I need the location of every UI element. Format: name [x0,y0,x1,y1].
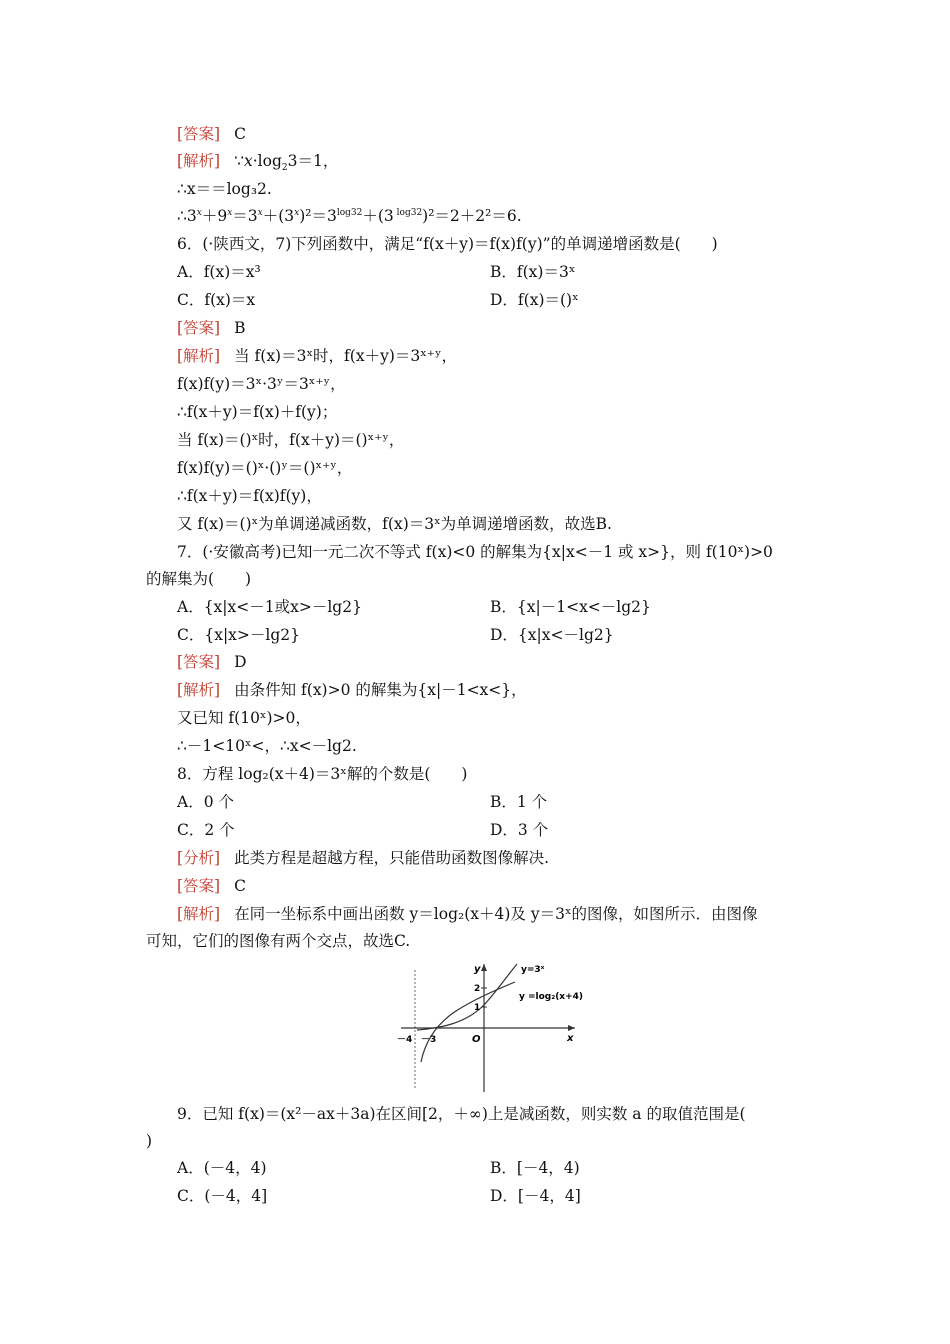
q8-option-c: C．2 个 [177,821,235,839]
function-graph [395,958,585,1094]
answer-value: B [234,319,246,337]
q9-option-c: C．(－4，4] [177,1187,268,1205]
s5-answer-line [177,124,246,144]
answer-tag: [答案] [177,653,221,671]
q7-explain-3: ∴－1<10ˣ<，∴x<－lg2. [177,737,357,755]
q7-explain-2: 又已知 f(10ˣ)>0， [177,709,311,727]
text: 由条件知 f(x)>0 的解集为{x|－1<x<}， [234,681,527,699]
s5-analysis-line [177,151,339,174]
q7-option-a: A．{x|x<－1或x>－lg2} [177,598,362,616]
q7-stem-2: 的解集为( ) [146,570,252,588]
analysis-tag: [解析] [177,347,221,365]
answer-value: C [234,125,246,143]
q6-option-c: C．f(x)＝x [177,291,256,309]
q7-stem-1: 7．(·安徽高考)已知一元二次不等式 f(x)<0 的解集为{x|x<－1 或 x>}，则 f(10ˣ)>0 [177,543,773,561]
q6-explain-6: ∴f(x＋y)＝f(x)f(y)， [177,487,322,505]
text: log32 [336,207,363,218]
x-axis-arrow [568,1025,575,1031]
text: x [227,207,233,218]
s5-line3 [177,206,522,226]
q8-option-a: A．0 个 [177,793,234,811]
q6-stem: 6．(·陕西文，7)下列函数中，满足“f(x＋y)＝f(x)f(y)”的单调递增函数是( ) [177,235,718,253]
curve-exp [417,964,517,1030]
curve-log-label: y =log₂(x+4) [519,992,584,1002]
text: 3＝1， [287,152,339,170]
answer-tag: [答案] [177,877,221,895]
text: x [257,207,263,218]
x-axis-label: x [567,1033,574,1044]
q8-option-d: D．3 个 [490,821,549,839]
text: ·log [252,152,282,170]
text: ＋9 [201,207,228,225]
text: )²＝2＋2²＝6. [422,207,522,225]
q6-option-b: B．f(x)＝3ˣ [490,263,576,281]
text: 在同一坐标系中画出函数 y＝log₂(x＋4)及 y＝3ˣ的图像，如图所示．由图像 [234,905,758,923]
q7-analysis-line [177,680,527,700]
q9-stem-2: ) [146,1132,153,1150]
q9-option-a: A．(－4，4) [177,1159,267,1177]
curve-exp-label: y=3ˣ [521,965,545,975]
q8-option-b: B．1 个 [490,793,548,811]
origin-label: O [472,1034,481,1045]
q6-analysis-line [177,346,457,366]
q7-option-c: C．{x|x>－lg2} [177,626,301,644]
q6-explain-7: 又 f(x)＝()ˣ为单调递减函数，f(x)＝3ˣ为单调递增函数，故选B. [177,515,612,533]
q6-option-d: D．f(x)＝()ˣ [490,291,579,309]
analysis-tag: [解析] [177,905,221,923]
y-axis-label: y [474,964,481,975]
q6-option-a: A．f(x)＝x³ [177,263,261,281]
text: x [243,152,253,170]
curve-log [421,982,515,1062]
text: 2 [281,163,288,174]
q6-explain-4: 当 f(x)＝()ˣ时，f(x＋y)＝()ˣ⁺ʸ， [177,431,405,449]
analysis-tag: [解析] [177,681,221,699]
q8-stem: 8．方程 log₂(x＋4)＝3ˣ解的个数是( ) [177,765,468,783]
text: ＝3 [232,207,258,225]
tick-1: 1 [474,1003,481,1013]
q6-explain-2: f(x)f(y)＝3ˣ·3ʸ＝3ˣ⁺ʸ， [177,375,346,393]
q6-explain-5: f(x)f(y)＝()ˣ·()ʸ＝()ˣ⁺ʸ， [177,459,353,477]
q8-analysis-line [177,904,758,924]
q8-fenxi-line [177,848,549,868]
q7-option-d: D．{x|x<－lg2} [490,626,614,644]
q9-option-d: D．[－4，4] [490,1187,581,1205]
text: ) [299,207,306,225]
q7-answer-line [177,652,247,672]
text: x [294,207,300,218]
q9-stem-1: 9．已知 f(x)＝(x²－ax＋3a)在区间[2，＋∞)上是减函数，则实数 a 的取值范围是( [177,1105,746,1123]
tick-2: 2 [474,984,481,994]
q8-answer-line [177,876,246,896]
answer-value: D [234,653,247,671]
tick-m4: －4 [397,1035,413,1045]
text: ∴3 [177,207,197,225]
text: 当 f(x)＝3ˣ时，f(x＋y)＝3ˣ⁺ʸ， [234,347,458,365]
q6-explain-3: ∴f(x＋y)＝f(x)＋f(y)； [177,403,338,421]
answer-value: C [234,877,246,895]
answer-tag: [答案] [177,125,221,143]
answer-tag: [答案] [177,319,221,337]
text: ∵ [234,152,244,170]
text: ＋(3 [362,207,394,225]
s5-line2: ∴x＝＝log₃2. [177,180,272,198]
y-axis-arrow [481,964,487,971]
text: ²＝3 [305,207,337,225]
analysis-tag: [解析] [177,152,221,170]
q9-option-b: B．[－4，4) [490,1159,580,1177]
q8-explain-2: 可知，它们的图像有两个交点，故选C. [146,932,411,950]
tick-m3: －3 [421,1035,437,1045]
q6-answer-line [177,318,246,338]
fenxi-tag: [分析] [177,849,221,867]
text: 此类方程是超越方程，只能借助函数图像解决. [234,849,550,867]
text: ＋(3 [262,207,295,225]
text: x [196,207,202,218]
text: log32 [393,207,423,218]
q7-option-b: B．{x|－1<x<－lg2} [490,598,651,616]
